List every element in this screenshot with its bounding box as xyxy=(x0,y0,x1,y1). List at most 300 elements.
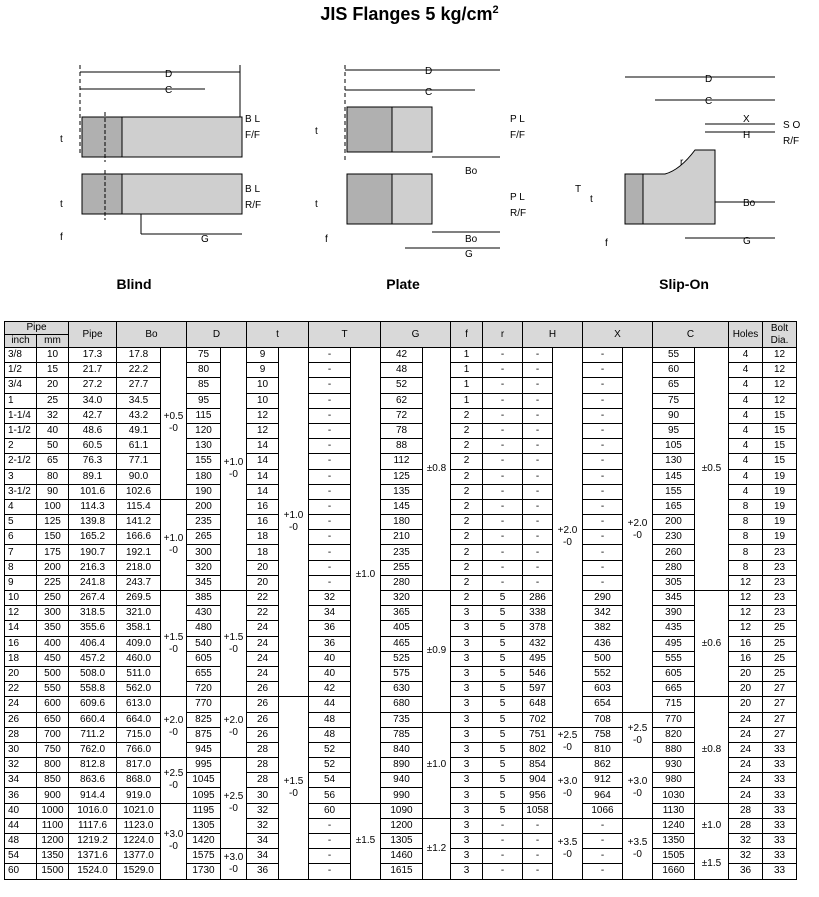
svg-text:C: C xyxy=(705,96,713,107)
cell-r: 5 xyxy=(483,773,523,788)
cell-pipe-od: 89.1 xyxy=(69,469,117,484)
tolerance-g: ±0.8 xyxy=(423,348,451,591)
cell-t: 28 xyxy=(247,758,279,773)
table-row xyxy=(5,499,797,514)
table-row xyxy=(5,864,797,879)
cell-pipe-od: 1524.0 xyxy=(69,864,117,879)
cell-t: 34 xyxy=(247,834,279,849)
svg-text:f: f xyxy=(605,238,608,249)
cell-h: - xyxy=(523,834,553,849)
cell-d: 720 xyxy=(187,682,221,697)
cell-inch: 1-1/2 xyxy=(5,423,37,438)
cell-mm: 25 xyxy=(37,393,69,408)
cell-bo: 192.1 xyxy=(117,545,161,560)
cell-c: 65 xyxy=(653,378,695,393)
cell-t: 32 xyxy=(247,818,279,833)
cell-g: 280 xyxy=(381,575,423,590)
table-row xyxy=(5,758,797,773)
cell-c: 200 xyxy=(653,515,695,530)
cell-f: 2 xyxy=(451,515,483,530)
cell-r: 5 xyxy=(483,727,523,742)
cell-x: 862 xyxy=(583,758,623,773)
cell-pipe-od: 17.3 xyxy=(69,348,117,363)
cell-bo: 868.0 xyxy=(117,773,161,788)
cell-r: - xyxy=(483,439,523,454)
cell-d: 235 xyxy=(187,515,221,530)
table-row xyxy=(5,621,797,636)
cell-mm: 65 xyxy=(37,454,69,469)
cell-holes: 24 xyxy=(729,758,763,773)
cell-g: 465 xyxy=(381,636,423,651)
svg-text:C: C xyxy=(425,87,433,98)
cell-T: - xyxy=(309,454,351,469)
cell-mm: 20 xyxy=(37,378,69,393)
cell-d: 540 xyxy=(187,636,221,651)
tolerance-c: ±1.5 xyxy=(695,849,729,879)
cell-mm: 125 xyxy=(37,515,69,530)
cell-holes: 20 xyxy=(729,666,763,681)
cell-pipe-od: 139.8 xyxy=(69,515,117,530)
cell-bo: 1377.0 xyxy=(117,849,161,864)
cell-t: 36 xyxy=(247,864,279,879)
cell-pipe-od: 914.4 xyxy=(69,788,117,803)
cell-g: 255 xyxy=(381,560,423,575)
svg-text:G: G xyxy=(743,236,751,247)
cell-T: 42 xyxy=(309,682,351,697)
cell-bo: 90.0 xyxy=(117,469,161,484)
cell-T: 56 xyxy=(309,788,351,803)
cell-c: 880 xyxy=(653,742,695,757)
svg-text:Bo: Bo xyxy=(743,198,756,209)
svg-text:X: X xyxy=(743,114,750,125)
cell-h: 802 xyxy=(523,742,553,757)
header-mm: mm xyxy=(37,335,69,348)
cell-inch: 12 xyxy=(5,606,37,621)
cell-mm: 750 xyxy=(37,742,69,757)
cell-bo: 1021.0 xyxy=(117,803,161,818)
svg-text:t: t xyxy=(315,126,318,137)
cell-h: - xyxy=(523,454,553,469)
cell-holes: 36 xyxy=(729,864,763,879)
cell-c: 105 xyxy=(653,439,695,454)
cell-h: - xyxy=(523,439,553,454)
cell-mm: 850 xyxy=(37,773,69,788)
cell-mm: 500 xyxy=(37,666,69,681)
cell-h: - xyxy=(523,408,553,423)
cell-holes: 8 xyxy=(729,560,763,575)
cell-g: 525 xyxy=(381,651,423,666)
cell-h: - xyxy=(523,499,553,514)
cell-mm: 400 xyxy=(37,636,69,651)
cell-T: - xyxy=(309,545,351,560)
cell-h: - xyxy=(523,864,553,879)
tolerance-d: +1.0 -0 xyxy=(221,348,247,591)
cell-bo: 22.2 xyxy=(117,363,161,378)
cell-h: 904 xyxy=(523,773,553,788)
slipon-caption: Slip-On xyxy=(659,276,709,292)
cell-x: 500 xyxy=(583,651,623,666)
cell-d: 80 xyxy=(187,363,221,378)
table-row xyxy=(5,834,797,849)
cell-bo: 460.0 xyxy=(117,651,161,666)
cell-holes: 20 xyxy=(729,697,763,712)
cell-t: 16 xyxy=(247,499,279,514)
cell-bolt-dia: 25 xyxy=(763,621,797,636)
cell-pipe-od: 660.4 xyxy=(69,712,117,727)
cell-c: 1660 xyxy=(653,864,695,879)
cell-x: - xyxy=(583,575,623,590)
cell-inch: 30 xyxy=(5,742,37,757)
cell-inch: 26 xyxy=(5,712,37,727)
cell-t: 10 xyxy=(247,393,279,408)
cell-mm: 300 xyxy=(37,606,69,621)
cell-bo: 409.0 xyxy=(117,636,161,651)
cell-g: 210 xyxy=(381,530,423,545)
header-t: t xyxy=(247,322,309,348)
table-row xyxy=(5,575,797,590)
table-row xyxy=(5,818,797,833)
cell-c: 715 xyxy=(653,697,695,712)
cell-g: 990 xyxy=(381,788,423,803)
tolerance-x: +2.0 -0 xyxy=(623,348,653,713)
cell-h: 648 xyxy=(523,697,553,712)
cell-pipe-od: 101.6 xyxy=(69,484,117,499)
cell-h: 378 xyxy=(523,621,553,636)
cell-r: - xyxy=(483,378,523,393)
cell-bo: 562.0 xyxy=(117,682,161,697)
cell-bolt-dia: 12 xyxy=(763,378,797,393)
tolerance-d: +1.5 -0 xyxy=(221,591,247,697)
cell-bolt-dia: 25 xyxy=(763,651,797,666)
header-inch: inch xyxy=(5,335,37,348)
cell-h: - xyxy=(523,818,553,833)
cell-d: 155 xyxy=(187,454,221,469)
cell-f: 3 xyxy=(451,682,483,697)
cell-inch: 1-1/4 xyxy=(5,408,37,423)
cell-h: - xyxy=(523,515,553,530)
cell-t: 14 xyxy=(247,454,279,469)
cell-pipe-od: 21.7 xyxy=(69,363,117,378)
table-row xyxy=(5,651,797,666)
cell-mm: 250 xyxy=(37,591,69,606)
cell-bolt-dia: 27 xyxy=(763,727,797,742)
cell-r: 5 xyxy=(483,742,523,757)
cell-inch: 48 xyxy=(5,834,37,849)
cell-g: 1305 xyxy=(381,834,423,849)
cell-f: 2 xyxy=(451,454,483,469)
cell-d: 95 xyxy=(187,393,221,408)
cell-c: 1505 xyxy=(653,849,695,864)
header-x: X xyxy=(583,322,653,348)
tolerance-h: +2.0 -0 xyxy=(553,348,583,728)
cell-T: - xyxy=(309,849,351,864)
cell-holes: 4 xyxy=(729,363,763,378)
svg-text:t: t xyxy=(315,199,318,210)
cell-bolt-dia: 12 xyxy=(763,348,797,363)
svg-text:D: D xyxy=(705,74,713,85)
cell-bo: 34.5 xyxy=(117,393,161,408)
cell-c: 95 xyxy=(653,423,695,438)
cell-x: 810 xyxy=(583,742,623,757)
cell-f: 3 xyxy=(451,621,483,636)
cell-f: 3 xyxy=(451,712,483,727)
cell-pipe-od: 34.0 xyxy=(69,393,117,408)
table-row xyxy=(5,773,797,788)
cell-holes: 8 xyxy=(729,530,763,545)
cell-bolt-dia: 12 xyxy=(763,393,797,408)
cell-t: 22 xyxy=(247,591,279,606)
cell-pipe-od: 1219.2 xyxy=(69,834,117,849)
cell-r: - xyxy=(483,818,523,833)
tolerance-h: +3.5 -0 xyxy=(553,818,583,879)
cell-holes: 4 xyxy=(729,423,763,438)
cell-h: - xyxy=(523,575,553,590)
tolerance-d: +3.0 -0 xyxy=(221,849,247,879)
cell-c: 165 xyxy=(653,499,695,514)
cell-pipe-od: 558.8 xyxy=(69,682,117,697)
svg-text:f: f xyxy=(60,232,63,243)
cell-mm: 450 xyxy=(37,651,69,666)
cell-d: 875 xyxy=(187,727,221,742)
cell-bolt-dia: 23 xyxy=(763,560,797,575)
cell-pipe-od: 1117.6 xyxy=(69,818,117,833)
cell-mm: 1000 xyxy=(37,803,69,818)
cell-bolt-dia: 27 xyxy=(763,697,797,712)
cell-f: 3 xyxy=(451,834,483,849)
cell-g: 890 xyxy=(381,758,423,773)
table-row xyxy=(5,712,797,727)
cell-h: - xyxy=(523,484,553,499)
cell-inch: 2 xyxy=(5,439,37,454)
cell-bo: 141.2 xyxy=(117,515,161,530)
cell-c: 55 xyxy=(653,348,695,363)
cell-pipe-od: 1371.6 xyxy=(69,849,117,864)
cell-r: 5 xyxy=(483,591,523,606)
cell-f: 3 xyxy=(451,666,483,681)
cell-r: 5 xyxy=(483,788,523,803)
cell-mm: 1500 xyxy=(37,864,69,879)
cell-T: 48 xyxy=(309,727,351,742)
table-row xyxy=(5,515,797,530)
cell-f: 3 xyxy=(451,773,483,788)
cell-bo: 77.1 xyxy=(117,454,161,469)
cell-holes: 4 xyxy=(729,393,763,408)
cell-x: 708 xyxy=(583,712,623,727)
cell-d: 200 xyxy=(187,499,221,514)
cell-bolt-dia: 15 xyxy=(763,439,797,454)
svg-text:S O: S O xyxy=(783,120,801,131)
cell-T: - xyxy=(309,484,351,499)
cell-x: - xyxy=(583,363,623,378)
cell-pipe-od: 241.8 xyxy=(69,575,117,590)
cell-pipe-od: 42.7 xyxy=(69,408,117,423)
cell-r: - xyxy=(483,499,523,514)
tolerance-bo: +2.5 -0 xyxy=(161,758,187,804)
cell-bo: 664.0 xyxy=(117,712,161,727)
cell-t: 26 xyxy=(247,712,279,727)
tolerance-c: ±1.0 xyxy=(695,803,729,849)
cell-d: 655 xyxy=(187,666,221,681)
cell-x: - xyxy=(583,499,623,514)
cell-r: 5 xyxy=(483,803,523,818)
cell-T: - xyxy=(309,864,351,879)
cell-c: 770 xyxy=(653,712,695,727)
cell-mm: 350 xyxy=(37,621,69,636)
cell-pipe-od: 508.0 xyxy=(69,666,117,681)
cell-bolt-dia: 33 xyxy=(763,849,797,864)
cell-holes: 12 xyxy=(729,591,763,606)
cell-pipe-od: 76.3 xyxy=(69,454,117,469)
svg-text:R/F: R/F xyxy=(510,208,527,219)
cell-h: - xyxy=(523,849,553,864)
svg-text:G: G xyxy=(201,234,209,245)
cell-mm: 800 xyxy=(37,758,69,773)
cell-T: - xyxy=(309,408,351,423)
cell-r: - xyxy=(483,530,523,545)
cell-t: 20 xyxy=(247,560,279,575)
cell-f: 2 xyxy=(451,408,483,423)
table-row xyxy=(5,636,797,651)
cell-h: - xyxy=(523,469,553,484)
cell-d: 1730 xyxy=(187,864,221,879)
cell-t: 14 xyxy=(247,439,279,454)
tolerance-c: ±0.5 xyxy=(695,348,729,591)
cell-x: - xyxy=(583,348,623,363)
table-row xyxy=(5,408,797,423)
svg-text:B L: B L xyxy=(245,114,261,125)
cell-g: 135 xyxy=(381,484,423,499)
cell-c: 345 xyxy=(653,591,695,606)
cell-d: 300 xyxy=(187,545,221,560)
table-row xyxy=(5,393,797,408)
cell-r: 5 xyxy=(483,758,523,773)
cell-d: 480 xyxy=(187,621,221,636)
cell-c: 1350 xyxy=(653,834,695,849)
cell-bo: 613.0 xyxy=(117,697,161,712)
cell-pipe-od: 114.3 xyxy=(69,499,117,514)
cell-x: - xyxy=(583,454,623,469)
cell-T: - xyxy=(309,515,351,530)
cell-c: 930 xyxy=(653,758,695,773)
cell-d: 995 xyxy=(187,758,221,773)
cell-g: 125 xyxy=(381,469,423,484)
cell-T: - xyxy=(309,560,351,575)
cell-f: 3 xyxy=(451,849,483,864)
cell-c: 495 xyxy=(653,636,695,651)
svg-text:r: r xyxy=(680,157,684,168)
cell-h: 495 xyxy=(523,651,553,666)
svg-text:t: t xyxy=(60,199,63,210)
cell-bolt-dia: 15 xyxy=(763,423,797,438)
header-T: T xyxy=(309,322,381,348)
cell-bolt-dia: 15 xyxy=(763,408,797,423)
cell-d: 1195 xyxy=(187,803,221,818)
cell-r: 5 xyxy=(483,651,523,666)
cell-holes: 8 xyxy=(729,499,763,514)
cell-mm: 40 xyxy=(37,423,69,438)
cell-r: - xyxy=(483,849,523,864)
cell-f: 3 xyxy=(451,636,483,651)
cell-t: 9 xyxy=(247,363,279,378)
cell-x: - xyxy=(583,408,623,423)
cell-d: 385 xyxy=(187,591,221,606)
cell-x: 436 xyxy=(583,636,623,651)
table-row xyxy=(5,849,797,864)
cell-bo: 1123.0 xyxy=(117,818,161,833)
cell-mm: 100 xyxy=(37,499,69,514)
cell-t: 18 xyxy=(247,530,279,545)
cell-g: 320 xyxy=(381,591,423,606)
cell-mm: 50 xyxy=(37,439,69,454)
cell-c: 230 xyxy=(653,530,695,545)
cell-T: - xyxy=(309,530,351,545)
cell-x: 342 xyxy=(583,606,623,621)
cell-f: 2 xyxy=(451,423,483,438)
cell-inch: 3/8 xyxy=(5,348,37,363)
cell-bo: 1224.0 xyxy=(117,834,161,849)
cell-c: 1240 xyxy=(653,818,695,833)
cell-bo: 511.0 xyxy=(117,666,161,681)
cell-T: - xyxy=(309,348,351,363)
table-row xyxy=(5,666,797,681)
cell-c: 145 xyxy=(653,469,695,484)
svg-text:Bo: Bo xyxy=(465,166,478,177)
cell-f: 2 xyxy=(451,484,483,499)
cell-t: 10 xyxy=(247,378,279,393)
cell-d: 1045 xyxy=(187,773,221,788)
cell-g: 88 xyxy=(381,439,423,454)
cell-mm: 150 xyxy=(37,530,69,545)
cell-holes: 12 xyxy=(729,621,763,636)
cell-holes: 8 xyxy=(729,545,763,560)
cell-bo: 166.6 xyxy=(117,530,161,545)
cell-g: 78 xyxy=(381,423,423,438)
cell-c: 605 xyxy=(653,666,695,681)
cell-pipe-od: 762.0 xyxy=(69,742,117,757)
svg-text:D: D xyxy=(165,69,173,80)
table-row xyxy=(5,606,797,621)
cell-c: 280 xyxy=(653,560,695,575)
cell-holes: 4 xyxy=(729,454,763,469)
cell-d: 605 xyxy=(187,651,221,666)
table-row xyxy=(5,545,797,560)
page-title: JIS Flanges 5 $kg/cm^2$ xyxy=(320,4,499,24)
cell-inch: 16 xyxy=(5,636,37,651)
cell-inch: 5 xyxy=(5,515,37,530)
cell-t: 16 xyxy=(247,515,279,530)
cell-c: 305 xyxy=(653,575,695,590)
cell-r: - xyxy=(483,864,523,879)
cell-holes: 28 xyxy=(729,803,763,818)
cell-d: 120 xyxy=(187,423,221,438)
cell-r: - xyxy=(483,484,523,499)
tolerance-g: ±1.0 xyxy=(423,712,451,818)
cell-g: 145 xyxy=(381,499,423,514)
cell-g: 365 xyxy=(381,606,423,621)
cell-pipe-od: 1016.0 xyxy=(69,803,117,818)
cell-r: - xyxy=(483,454,523,469)
cell-holes: 32 xyxy=(729,834,763,849)
cell-inch: 1 xyxy=(5,393,37,408)
cell-holes: 20 xyxy=(729,682,763,697)
cell-bo: 1529.0 xyxy=(117,864,161,879)
cell-holes: 4 xyxy=(729,408,763,423)
cell-g: 48 xyxy=(381,363,423,378)
cell-inch: 2-1/2 xyxy=(5,454,37,469)
cell-d: 825 xyxy=(187,712,221,727)
header-f: f xyxy=(451,322,483,348)
plate-caption: Plate xyxy=(386,276,420,292)
